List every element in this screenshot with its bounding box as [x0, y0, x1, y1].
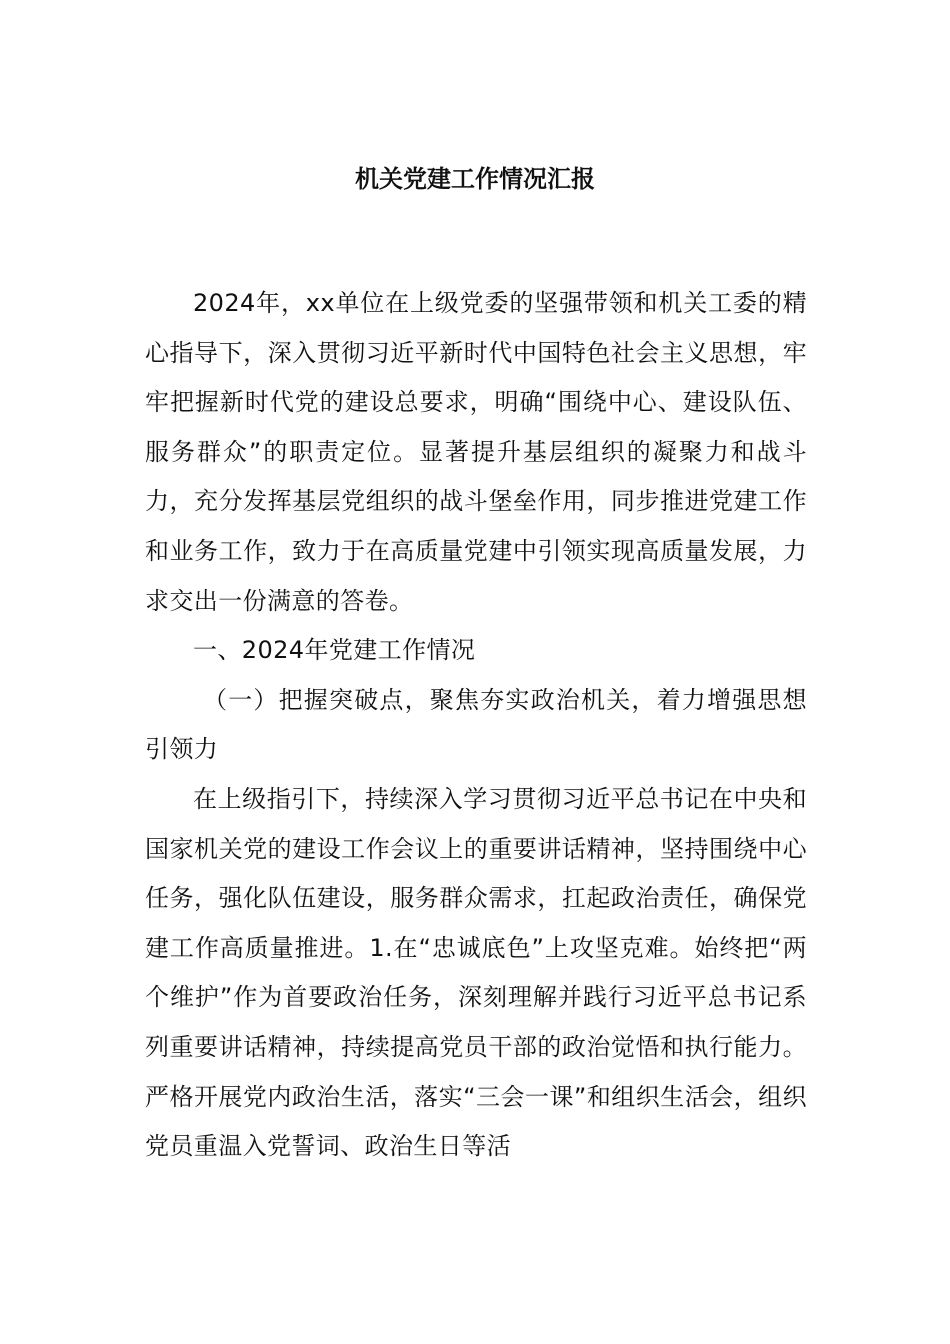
document-title: 机关党建工作情况汇报: [355, 165, 595, 193]
subsection-heading: （一）把握突破点，聚焦夯实政治机关，着力增强思想引领力: [145, 685, 807, 764]
intro-paragraph: 2024年，xx单位在上级党委的坚强带领和机关工委的精心指导下，深入贯彻习近平新时代中国特色社会主义思想，牢牢把握新时代党的建设总要求，明确“围绕中心、建设队伍、服务群众”的职责定位。显著提升基层组织的凝聚力和战斗力，充分发挥基层党组织的战斗堡垒作用，同步推进党建工作和业务工作，致力于在高质量党建中引领实现高质量发展，力求交出一份满意的答卷。: [145, 289, 807, 615]
document-body: [145, 279, 807, 1172]
body-paragraph: 在上级指引下，持续深入学习贯彻习近平总书记在中央和国家机关党的建设工作会议上的重要讲话精神，坚持围绕中心任务，强化队伍建设，服务群众需求，扛起政治责任，确保党建工作高质量推进。1.在“忠诚底色”上攻坚克难。始终把“两个维护”作为首要政治任务，深刻理解并践行习近平总书记系列重要讲话精神，持续提高党员干部的政治觉悟和执行能力。严格开展党内政治生活，落实“三会一课”和组织生活会，组织党员重温入党誓词、政治生日等活: [145, 784, 807, 1161]
section-heading: 一、2024年党建工作情况: [193, 636, 476, 665]
